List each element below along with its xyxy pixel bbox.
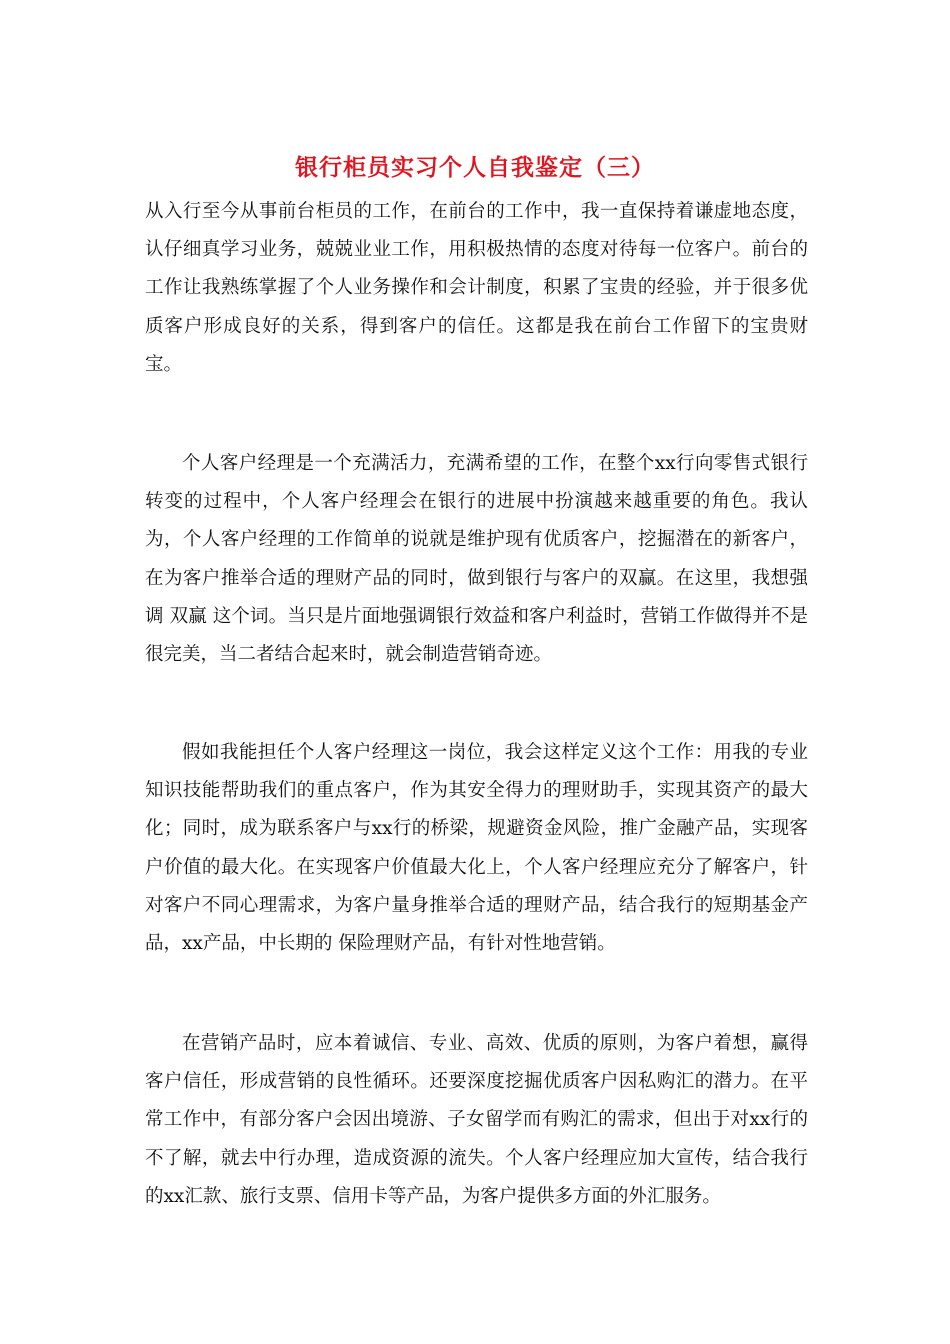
document-title: 银行柜员实习个人自我鉴定（三） bbox=[295, 154, 655, 181]
paragraph-1: 从入行至今从事前台柜员的工作，在前台的工作中，我一直保持着谦虚地态度，认仔细真学习业务，兢兢业业工作，用积极热情的态度对待每一位客户。前台的工作让我熟练掌握了个人业务操作和会计制度，积累了宝贵的经验，并于很多优质客户形成良好的关系，得到客户的信任。这都是我在前台工作留下的宝贵财宝。 bbox=[145, 201, 808, 375]
paragraph-3: 假如我能担任个人客户经理这一岗位，我会这样定义这个工作：用我的专业知识技能帮助我们的重点客户，作为其安全得力的理财助手，实现其资产的最大化；同时，成为联系客户与xx行的桥梁，规避资金风险，推广金融产品，实现客户价值的最大化。在实现客户价值最大化上，个人客户经理应充分了解客户，针对客户不同心理需求，为客户量身推举合适的理财产品，结合我行的短期基金产品，xx产品，中长期的 保险理财产品，有针对性地营销。 bbox=[145, 742, 808, 955]
paragraph-4: 在营销产品时，应本着诚信、专业、高效、优质的原则，为客户着想，赢得客户信任，形成营销的良性循环。还要深度挖掘优质客户因私购汇的潜力。在平常工作中，有部分客户会因出境游、子女留学而有购汇的需求，但出于对xx行的不了解，就去中行办理，造成资源的流失。个人客户经理应加大宣传，结合我行的xx汇款、旅行支票、信用卡等产品，为客户提供多方面的外汇服务。 bbox=[145, 1033, 808, 1207]
paragraph-2: 个人客户经理是一个充满活力，充满希望的工作，在整个xx行向零售式银行转变的过程中，个人客户经理会在银行的进展中扮演越来越重要的角色。我认为，个人客户经理的工作简单的说就是维护现有优质客户，挖掘潜在的新客户，在为客户推举合适的理财产品的同时，做到银行与客户的双赢。在这里，我想强调 双赢 这个词。当只是片面地强调银行效益和客户利益时，营销工作做得并不是很完美，当二者结合起来时，就会制造营销奇迹。 bbox=[145, 453, 808, 666]
